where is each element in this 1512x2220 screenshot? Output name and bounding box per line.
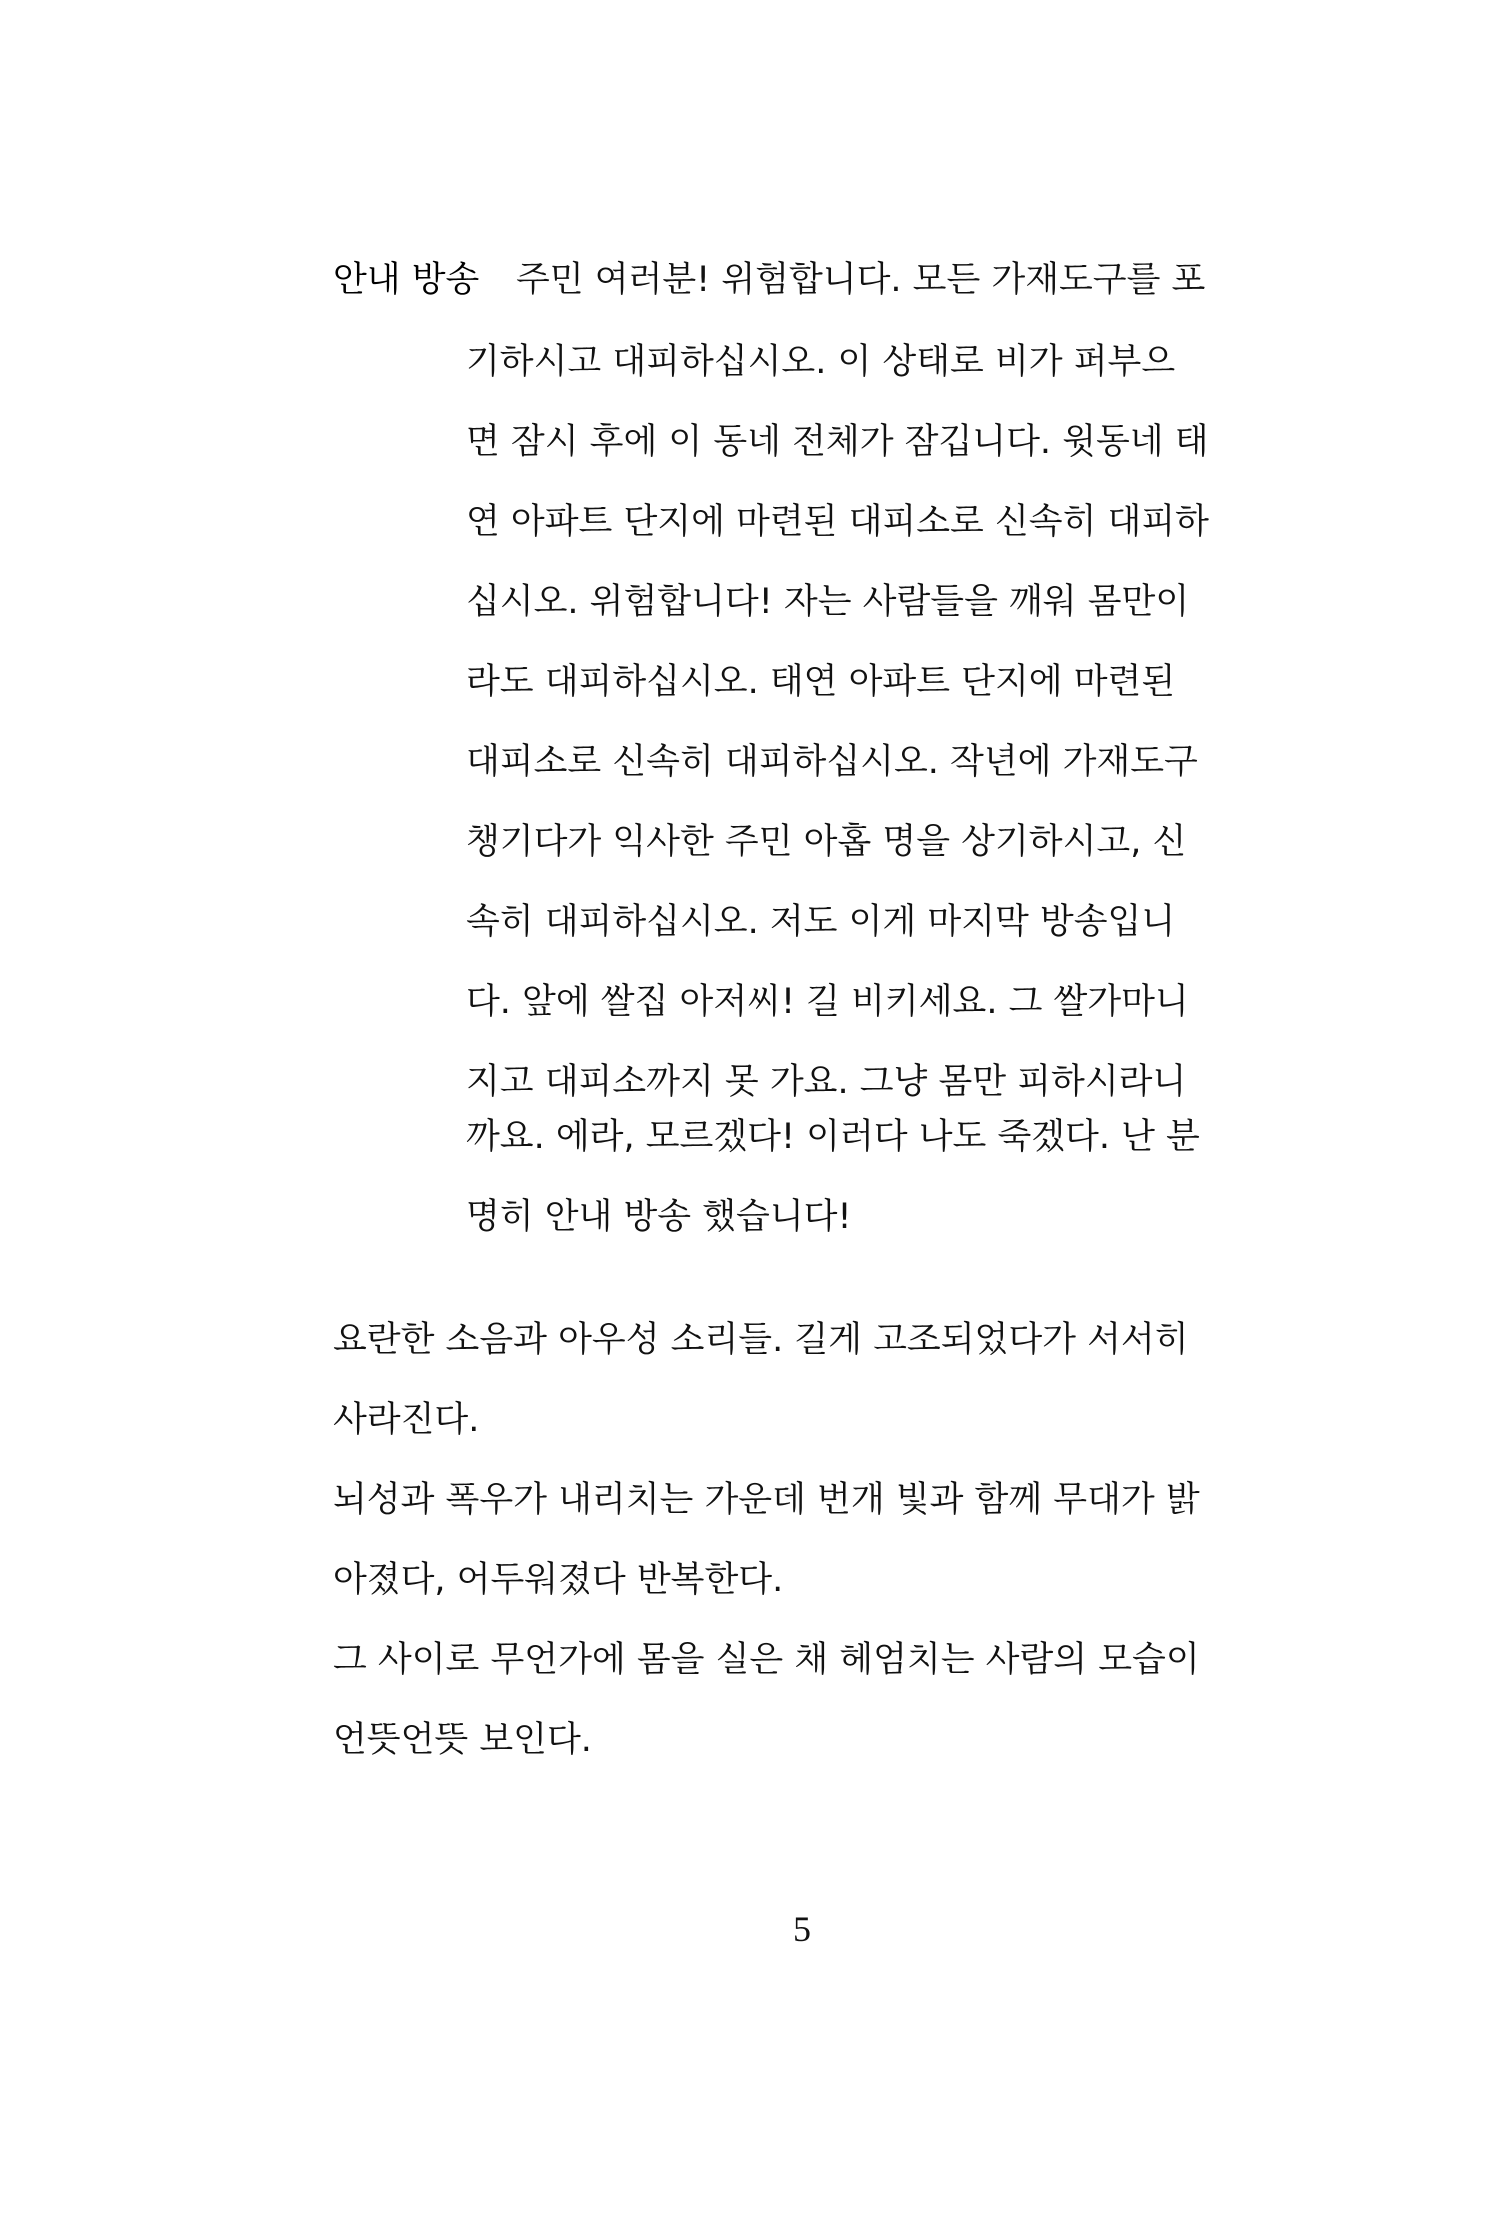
dialogue-line: 기하시고 대피하십시오. 이 상태로 비가 퍼부으 xyxy=(466,342,1176,382)
stage-direction-line: 사라진다. xyxy=(333,1400,480,1440)
stage-direction-line: 뇌성과 폭우가 내리치는 가운데 번개 빛과 함께 무대가 밝 xyxy=(333,1480,1200,1520)
stage-direction-line: 언뜻언뜻 보인다. xyxy=(333,1720,592,1760)
dialogue-line: 라도 대피하십시오. 태연 아파트 단지에 마련된 xyxy=(466,662,1176,702)
speaker-label: 안내 방송 xyxy=(333,260,480,300)
dialogue-line: 면 잠시 후에 이 동네 전체가 잠깁니다. 윗동네 태 xyxy=(466,422,1209,462)
dialogue-line: 다. 앞에 쌀집 아저씨! 길 비키세요. 그 쌀가마니 xyxy=(466,982,1189,1022)
dialogue-line: 챙기다가 익사한 주민 아홉 명을 상기하시고, 신 xyxy=(466,822,1187,862)
dialogue-line: 명히 안내 방송 했습니다! xyxy=(466,1197,852,1237)
dialogue-line: 지고 대피소까지 못 가요. 그냥 몸만 피하시라니 xyxy=(466,1062,1187,1102)
dialogue-line: 연 아파트 단지에 마련된 대피소로 신속히 대피하 xyxy=(466,502,1209,542)
dialogue-line: 속히 대피하십시오. 저도 이게 마지막 방송입니 xyxy=(466,902,1176,942)
stage-direction-line: 아졌다, 어두워졌다 반복한다. xyxy=(333,1560,784,1600)
page-number: 5 xyxy=(793,1909,811,1949)
dialogue-line: 십시오. 위험합니다! 자는 사람들을 깨워 몸만이 xyxy=(466,582,1190,622)
dialogue-line: 주민 여러분! 위험합니다. 모든 가재도구를 포 xyxy=(516,260,1206,300)
dialogue-line: 대피소로 신속히 대피하십시오. 작년에 가재도구 xyxy=(466,742,1198,782)
stage-direction-line: 그 사이로 무언가에 몸을 실은 채 헤엄치는 사람의 모습이 xyxy=(333,1640,1200,1680)
dialogue-line: 까요. 에라, 모르겠다! 이러다 나도 죽겠다. 난 분 xyxy=(466,1117,1200,1157)
stage-direction-line: 요란한 소음과 아우성 소리들. 길게 고조되었다가 서서히 xyxy=(333,1320,1189,1360)
